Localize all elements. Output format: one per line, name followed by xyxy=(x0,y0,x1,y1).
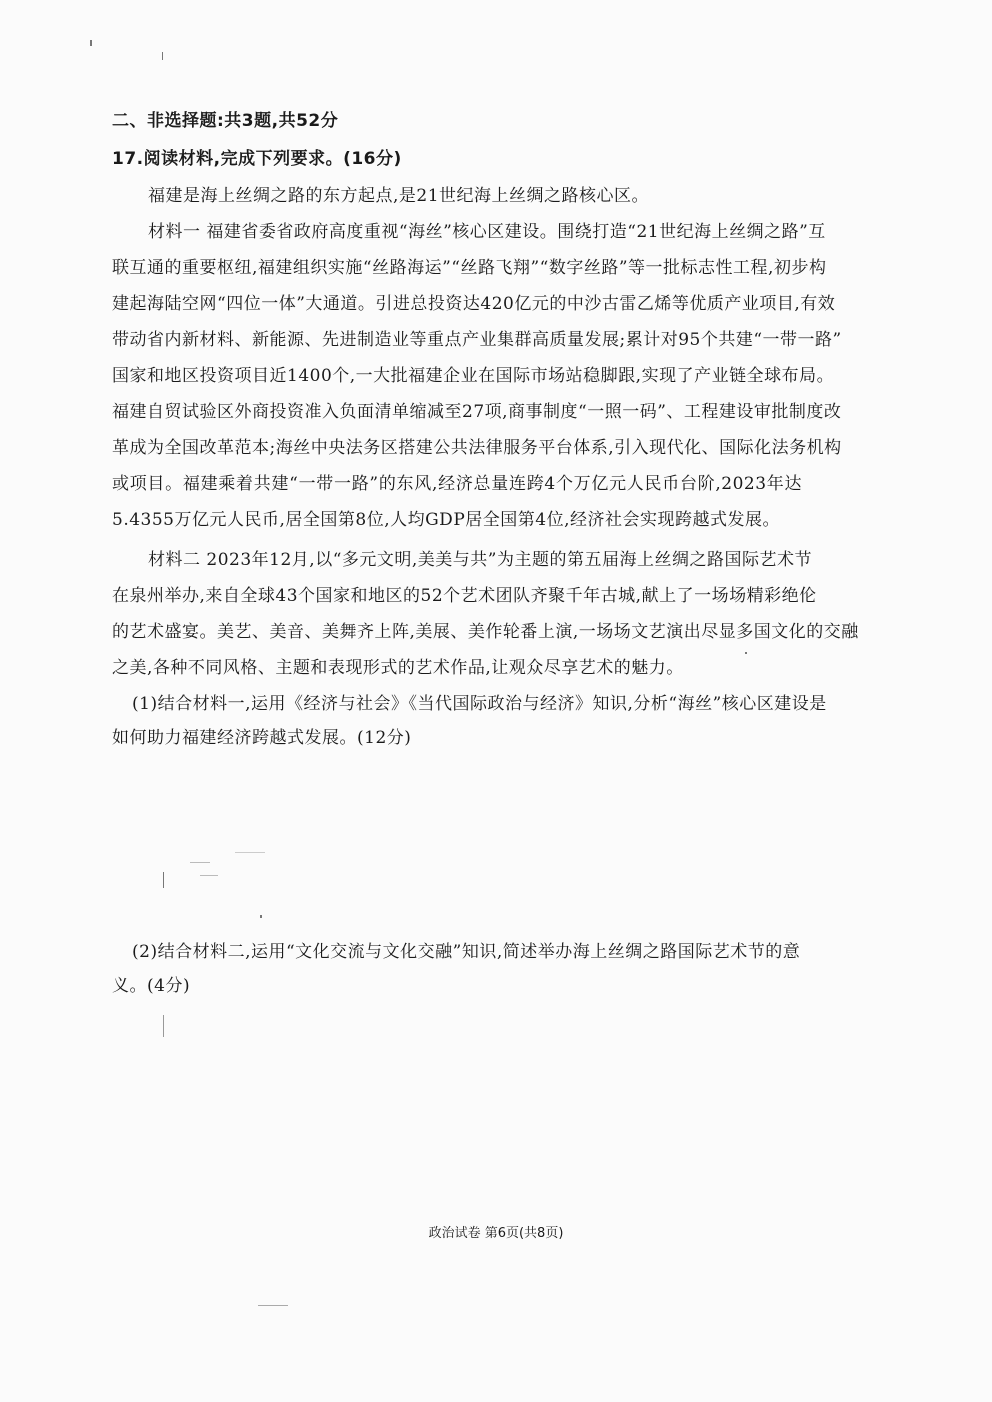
scan-speck xyxy=(90,40,92,46)
scan-speck xyxy=(190,862,210,863)
material1-line: 5.4355万亿元人民币,居全国第8位,人均GDP居全国第4位,经济社会实现跨越式发展。 xyxy=(112,510,780,530)
scan-speck xyxy=(258,1305,288,1306)
scan-speck xyxy=(260,915,262,918)
material1-line: 或项目。福建乘着共建“一带一路”的东风,经济总量连跨4个万亿元人民币台阶,2023年达 xyxy=(112,474,802,494)
page-footer: 政治试卷 第6页(共8页) xyxy=(428,1226,564,1241)
sub-question-1-cont: 如何助力福建经济跨越式发展。(12分) xyxy=(112,728,412,748)
material2-line: 在泉州举办,来自全球43个国家和地区的52个艺术团队齐聚千年古城,献上了一场场精彩绝伦 xyxy=(112,586,817,606)
material1-line: 建起海陆空网“四位一体”大通道。引进总投资达420亿元的中沙古雷乙烯等优质产业项目,有效 xyxy=(112,294,836,314)
question-title: 17.阅读材料,完成下列要求。(16分) xyxy=(112,149,402,169)
intro-text: 福建是海上丝绸之路的东方起点,是21世纪海上丝绸之路核心区。 xyxy=(148,186,650,206)
scan-speck xyxy=(745,652,747,654)
section-heading: 二、非选择题:共3题,共52分 xyxy=(112,111,339,131)
material2-line: 的艺术盛宴。美艺、美音、美舞齐上阵,美展、美作轮番上演,一场场文艺演出尽显多国文化的交融 xyxy=(112,622,859,642)
material2-line: 之美,各种不同风格、主题和表现形式的艺术作品,让观众尽享艺术的魅力。 xyxy=(112,658,684,678)
scan-speck xyxy=(162,52,163,60)
material1-line: 福建自贸试验区外商投资准入负面清单缩减至27项,商事制度“一照一码”、工程建设审批制度改 xyxy=(112,402,842,422)
material1-line: 国家和地区投资项目近1400个,一大批福建企业在国际市场站稳脚跟,实现了产业链全球布局。 xyxy=(112,366,835,386)
material2-line: 材料二 2023年12月,以“多元文明,美美与共”为主题的第五届海上丝绸之路国际艺术节 xyxy=(148,550,812,570)
sub-question-2: (2)结合材料二,运用“文化交流与文化交融”知识,简述举办海上丝绸之路国际艺术节的意 xyxy=(132,942,801,962)
scan-speck xyxy=(163,1015,164,1037)
material1-line: 带动省内新材料、新能源、先进制造业等重点产业集群高质量发展;累计对95个共建“一带一路” xyxy=(112,330,842,350)
scan-speck xyxy=(200,875,218,876)
scan-speck xyxy=(235,852,265,853)
sub-question-1: (1)结合材料一,运用《经济与社会》《当代国际政治与经济》知识,分析“海丝”核心区建设是 xyxy=(132,694,827,714)
scan-speck xyxy=(163,872,164,888)
sub-question-2-cont: 义。(4分) xyxy=(112,976,191,996)
material1-line: 材料一 福建省委省政府高度重视“海丝”核心区建设。围绕打造“21世纪海上丝绸之路”互 xyxy=(148,222,826,242)
material1-line: 联互通的重要枢纽,福建组织实施“丝路海运”“丝路飞翔”“数字丝路”等一批标志性工程,初步构 xyxy=(112,258,827,278)
material1-line: 革成为全国改革范本;海丝中央法务区搭建公共法律服务平台体系,引入现代化、国际化法务机构 xyxy=(112,438,842,458)
